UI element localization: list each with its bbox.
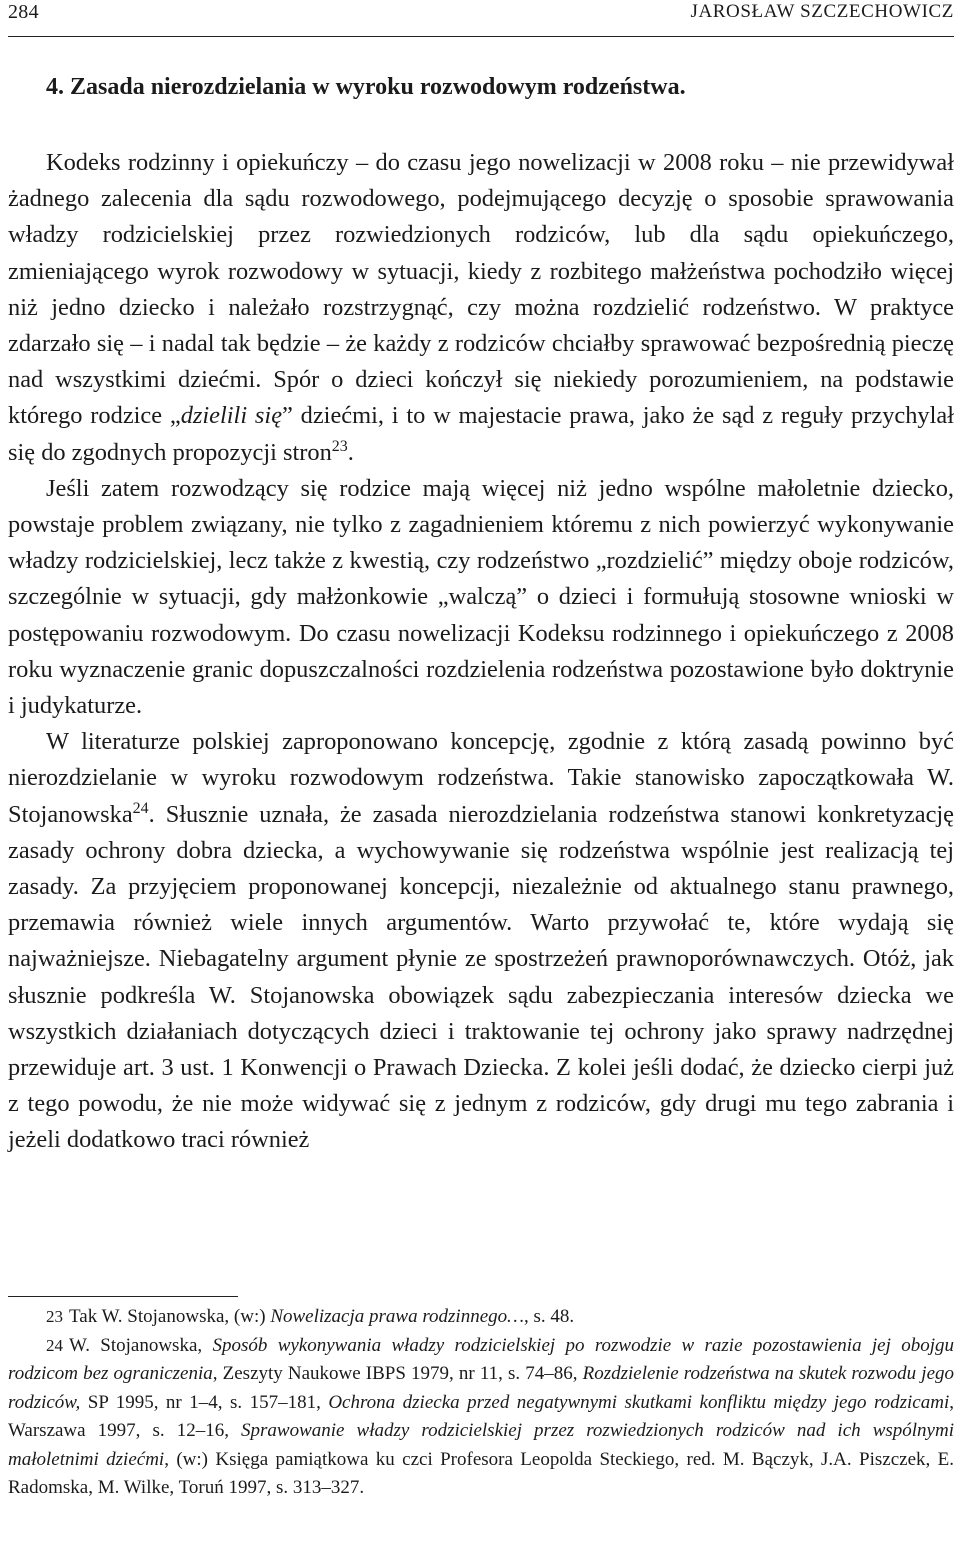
footnote-reference-24: 24 [132, 799, 149, 817]
footnote-23-number: 23 [46, 1307, 63, 1326]
running-head [8, 0, 954, 37]
footnote-23-text-a: Tak W. Stojanowska, (w:) [69, 1306, 271, 1327]
paragraph-1-text-a: Kodeks rodzinny i opiekuńczy – do czasu jego nowelizacji w 2008 roku – nie przewidywał żadnego zalecenia dla sądu rozwodowego, podejmującego decyzję o sposobie sprawowania władzy rodzicielskiej przez rozwiedzionych rodziców, lub dla sądu opiekuńczego, zmieniającego wyrok rozwodowy w sytuacji, kiedy z rozbitego małżeństwa pochodziło więcej niż jedno dziecko i należało rozstrzygnąć, czy można rozdzielić rodzeństwo. W praktyce zdarzało się – i nadal tak będzie – że każdy z rodziców chciałby sprawować bezpośrednią pieczę nad wszystkimi dziećmi. Spór o dzieci kończył się niekiedy porozumieniem, na podstawie którego rodzice „ [8, 149, 954, 430]
footnote-24-text-d: , Warszawa 1997, s. 12–16, [8, 1391, 954, 1441]
footnote-24-text-a: W. Stojanowska, [69, 1334, 213, 1356]
paragraph-3-text-b: . Słusznie uznała, że zasada nierozdzielania rodzeństwa stanowi konkretyzację zasady ochrony dobra dziecka, a wychowywanie się rodzeństwa wspólnie jest realizacją tej zasady. Za przyjęciem proponowanej koncepcji, niezależnie od aktualnego stanu prawnego, przemawia również wiele innych argumentów. Warto przywołać te, które wydają się najważniejsze. Niebagatelny argument płynie ze spostrzeżeń prawnoporównawczych. Otóż, jak słusznie podkreśla W. Stojanowska obowiązek sądu zabezpieczania interesów dziecka we wszystkich działaniach dotyczących dzieci i traktowanie tej ochrony jako sprawy nadrzędnej przewiduje art. 3 ust. 1 Konwencji o Prawach Dziecka. Z kolei jeśli dodać, że dziecko cierpi już z tego powodu, że nie może widywać się z jednym z rodziców, gdy drugi mu tego zabrania i jeżeli dodatkowo traci również [8, 800, 954, 1154]
footnote-24-title-2: Rozdzielenie rodzeństwa na skutek rozwodu jego rodziców, [8, 1363, 954, 1413]
footnote-24-title-4: Sprawowanie władzy rodzicielskiej przez rozwiedzionych rodziców nad ich wspólnymi małoletnimi dziećmi [8, 1420, 954, 1470]
footnote-24-number: 24 [46, 1335, 63, 1355]
footnote-24-title-3: Ochrona dziecka przed negatywnymi skutkami konfliktu między jego rodzicami [328, 1391, 950, 1413]
footnote-24-text-c: SP 1995, nr 1–4, s. 157–181, [80, 1391, 329, 1413]
footnote-reference-23: 23 [331, 437, 348, 455]
footnote-24-text-b: , Zeszyty Naukowe IBPS 1979, nr 11, s. 74–86, [212, 1363, 583, 1384]
footnote-23-text-b: , s. 48. [524, 1306, 575, 1327]
page-number: 284 [8, 1, 39, 23]
footnote-24-title-1: Sposób wykonywania władzy rodzicielskiej po rozwodzie w razie pozostawienia jej obojgu rodzicom bez ograniczenia [8, 1334, 954, 1384]
running-head-author: JAROSŁAW SZCZECHOWICZ [690, 1, 954, 22]
paragraph-1 [8, 145, 954, 471]
paragraph-1-text-c: . [347, 438, 354, 466]
footnote-23 [8, 1303, 954, 1332]
body-text [8, 145, 954, 1159]
paragraph-3 [8, 724, 954, 1158]
section-heading: 4. Zasada nierozdzielania w wyroku rozwodowym rodzeństwa. [46, 74, 686, 100]
footnote-24-text-e: , (w:) Księga pamiątkowa ku czci Profesora Leopolda Steckiego, red. M. Bączyk, J.A. Piszczek, E. Radomska, M. Wilke, Toruń 1997, s. 313–327. [8, 1448, 955, 1498]
footnotes [8, 1303, 954, 1503]
footnote-23-title: Nowelizacja prawa rodzinnego… [270, 1306, 525, 1327]
paragraph-3-text-a: W literaturze polskiej zaproponowano koncepcję, zgodnie z którą zasadą powinno być nierozdzielanie w wyroku rozwodowym rodzeństwa. Takie stanowisko zapoczątkowała W. Stojanowska [8, 728, 954, 828]
paragraph-1-text-b: ” dziećmi, i to w majestacie prawa, jako że sąd z reguły przychylał się do zgodnych propozycji stron [8, 402, 954, 466]
footnote-24 [8, 1332, 954, 1503]
paragraph-2: Jeśli zatem rozwodzący się rodzice mają więcej niż jedno wspólne małoletnie dziecko, powstaje problem związany, nie tylko z zagadnieniem któremu z nich powierzyć wykonywanie władzy rodzicielskiej, lecz także z kwestią, czy rodzeństwo „rozdzielić” między oboje rodziców, szczególnie w sytuacji, gdy małżonkowie „walczą” o dzieci i formułują stosowne wnioski w postępowaniu rozwodowym. Do czasu nowelizacji Kodeksu rodzinnego i opiekuńczego z 2008 roku wyznaczenie granic dopuszczalności rozdzielenia rodzeństwa pozostawione było doktrynie i judykaturze. [8, 474, 954, 720]
paragraph-1-italic-phrase: dzielili się [180, 402, 283, 430]
footnote-separator [8, 1296, 238, 1297]
